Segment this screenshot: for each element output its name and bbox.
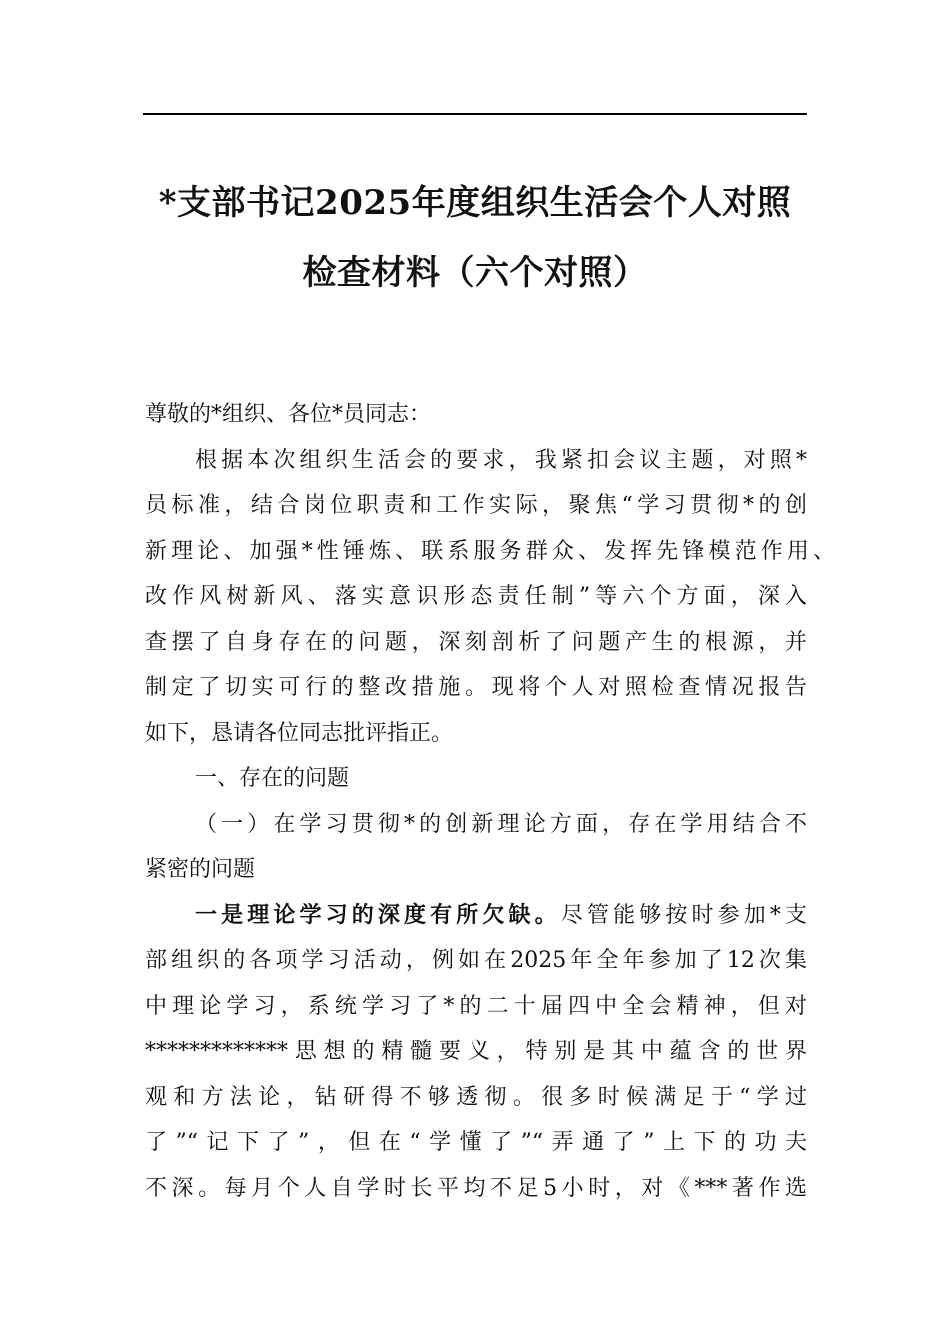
intro-line-4: 改作风树新风、落实意识形态责任制”等六个方面，深入 <box>145 584 807 609</box>
point-text-1: 尽管能够按时参加*支 <box>560 902 807 928</box>
title-line-2: 检查材料（六个对照） <box>302 253 648 293</box>
point-line-5: 观和方法论，钻研得不够透彻。很多时候满足于“学过 <box>145 1084 807 1110</box>
intro-line-2: 员标准，结合岗位职责和工作实际，聚焦“学习贯彻*的创 <box>145 493 807 518</box>
section-heading: 一、存在的问题 <box>195 766 350 791</box>
point-line-6: 了”“记下了”，但在“学懂了”“弄通了”上下的功夫 <box>145 1130 807 1155</box>
subsection-line-1: （一）在学习贯彻*的创新理论方面，存在学用结合不 <box>195 811 807 837</box>
point-line-4: *************思想的精髓要义，特别是其中蕴含的世界 <box>145 1039 807 1064</box>
intro-line-1: 根据本次组织生活会的要求，我紧扣会议主题，对照* <box>195 447 807 473</box>
subsection-line-2: 紧密的问题 <box>145 857 256 882</box>
salutation: 尊敬的*组织、各位*员同志： <box>145 402 432 427</box>
intro-line-7: 如下，恳请各位同志批评指正。 <box>145 720 454 746</box>
point-line-3: 中理论学习，系统学习了*的二十届四中全会精神，但对 <box>145 993 807 1019</box>
document-title <box>120 168 830 308</box>
point-line-7: 不深。每月个人自学时长平均不足5小时，对《***著作选 <box>145 1175 807 1201</box>
intro-line-5: 查摆了自身存在的问题，深刻剖析了问题产生的根源，并 <box>145 629 807 655</box>
header-rule <box>143 113 807 115</box>
point-line-1 <box>145 893 807 939</box>
point-lead: 一是理论学习的深度有所欠缺。 <box>195 901 561 928</box>
title-line-1: *支部书记2025年度组织生活会个人对照 <box>158 183 792 223</box>
intro-line-3: 新理论、加强*性锤炼、联系服务群众、发挥先锋模范作用、 <box>145 538 835 564</box>
intro-line-6: 制定了切实可行的整改措施。现将个人对照检查情况报告 <box>145 675 807 700</box>
point-line-2: 部组织的各项学习活动，例如在2025年全年参加了12次集 <box>145 948 807 973</box>
document-body <box>145 392 835 1211</box>
